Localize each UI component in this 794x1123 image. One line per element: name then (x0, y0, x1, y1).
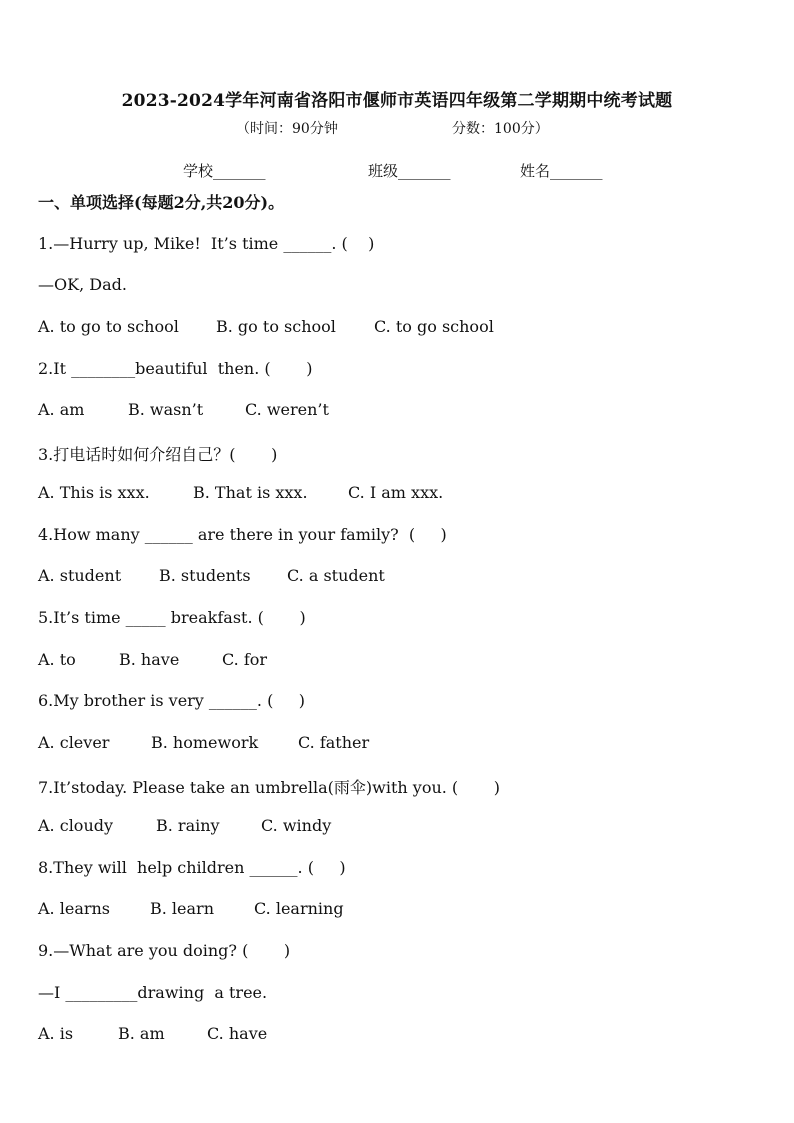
question-1-option-a: A. to go to school (38, 317, 179, 336)
question-4-option-b: B. students (159, 566, 251, 585)
question-2-option-b: B. wasn’t (128, 400, 204, 419)
question-8-option-a: A. learns (38, 899, 111, 918)
question-6-option-a: A. clever (38, 733, 110, 752)
question-4-option-c: C. a student (287, 566, 385, 585)
question-2-option-a: A. am (38, 400, 85, 419)
exam-score: 分数：100分） (452, 121, 549, 137)
question-3-stem: 3.打电话时如何介绍自己？( ) (38, 445, 278, 464)
question-5-option-c: C. for (222, 650, 268, 669)
question-4-option-a: A. student (38, 566, 122, 585)
question-1-option-b: B. go to school (216, 317, 336, 336)
question-3-option-b: B. That is xxx. (193, 483, 308, 502)
class-field: 班级_______ (368, 162, 451, 180)
question-8-option-c: C. learning (254, 899, 344, 918)
question-1-option-c: C. to go school (374, 317, 494, 336)
question-8-stem: 8.They will help children ______. ( ) (38, 858, 346, 877)
question-5-stem: 5.It’s time _____ breakfast. ( ) (38, 608, 306, 627)
question-7-option-b: B. rainy (156, 816, 220, 835)
question-1-reply: —OK, Dad. (38, 275, 127, 294)
question-7-option-a: A. cloudy (38, 816, 114, 835)
section-title: 一、单项选择(每题2分,共20分)。 (38, 193, 285, 212)
question-1-stem: 1.—Hurry up, Mike! It’s time ______. ( ) (38, 234, 375, 253)
question-7-option-c: C. windy (261, 816, 332, 835)
question-5-option-b: B. have (119, 650, 180, 669)
question-9-option-c: C. have (207, 1024, 268, 1043)
question-9-stem: 9.—What are you doing? ( ) (38, 941, 291, 960)
question-6-stem: 6.My brother is very ______. ( ) (38, 691, 306, 710)
question-9-reply: —I _________drawing a tree. (38, 983, 268, 1002)
exam-title: 2023-2024学年河南省洛阳市偃师市英语四年级第二学期期中统考试题 (121, 91, 673, 111)
question-9-option-b: B. am (118, 1024, 165, 1043)
question-2-option-c: C. weren’t (245, 400, 329, 419)
question-3-option-c: C. I am xxx. (348, 483, 444, 502)
name-field: 姓名_______ (520, 162, 603, 180)
question-6-option-c: C. father (298, 733, 370, 752)
school-field: 学校_______ (183, 162, 266, 180)
question-4-stem: 4.How many ______ are there in your family? ( ) (38, 525, 447, 544)
question-5-option-a: A. to (38, 650, 76, 669)
question-9-option-a: A. is (38, 1024, 74, 1043)
question-3-option-a: A. This is xxx. (38, 483, 150, 502)
question-2-stem: 2.It ________beautiful then. ( ) (38, 359, 313, 378)
exam-time: （时间：90分钟 (236, 121, 338, 137)
question-6-option-b: B. homework (151, 733, 259, 752)
question-7-stem: 7.It’stoday. Please take an umbrella(雨伞)with you. ( ) (38, 778, 501, 797)
question-8-option-b: B. learn (150, 899, 215, 918)
